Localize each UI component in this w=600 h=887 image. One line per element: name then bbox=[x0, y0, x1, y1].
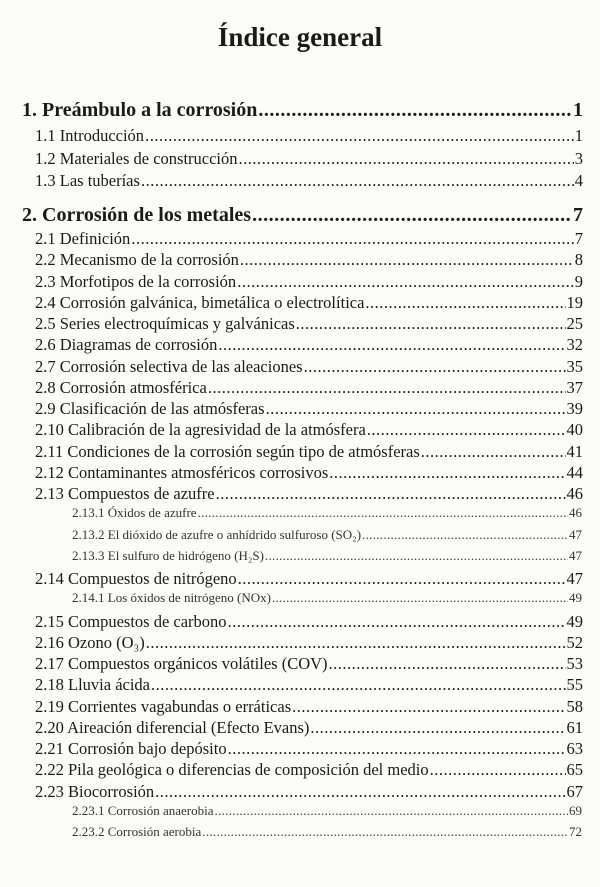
page-number: 58 bbox=[566, 696, 583, 716]
toc-subentry bbox=[72, 505, 582, 521]
dot-leader bbox=[215, 803, 568, 819]
entry-title: 2.8 Corrosión atmosférica bbox=[35, 377, 207, 397]
page-number: 53 bbox=[566, 654, 583, 673]
page-number: 1 bbox=[574, 126, 583, 145]
toc-entry bbox=[35, 229, 583, 249]
toc-entry bbox=[35, 420, 583, 440]
page-number: 67 bbox=[566, 781, 583, 801]
page-number: 25 bbox=[566, 314, 583, 333]
entry-title: 2.13.2 El dióxido de azufre o anhídrido sulfuroso (SO₂) bbox=[72, 526, 362, 542]
entry-title: 2.14.1 Los óxidos de nitrógeno (NOx) bbox=[72, 590, 271, 606]
toc-entry bbox=[35, 760, 583, 780]
dot-leader bbox=[430, 760, 566, 780]
dot-leader bbox=[421, 442, 566, 462]
dot-leader bbox=[202, 824, 568, 840]
page-number: 46 bbox=[569, 505, 582, 521]
dot-leader bbox=[329, 463, 565, 483]
entry-title: 2.13.1 Óxidos de azufre bbox=[72, 505, 197, 521]
page-number: 40 bbox=[566, 420, 583, 440]
page-number: 44 bbox=[566, 462, 583, 482]
page-number: 35 bbox=[566, 356, 583, 376]
dot-leader bbox=[266, 399, 566, 419]
page-number: 49 bbox=[566, 611, 583, 631]
dot-leader bbox=[296, 314, 566, 334]
dot-leader bbox=[367, 420, 566, 440]
entry-title: 2.1 Definición bbox=[35, 229, 131, 248]
dot-leader bbox=[292, 697, 565, 717]
dot-leader bbox=[238, 569, 566, 589]
entry-title: 2.15 Compuestos de carbono bbox=[35, 611, 227, 631]
toc-entry bbox=[35, 484, 583, 504]
dot-leader bbox=[155, 782, 565, 802]
page-number: 69 bbox=[569, 802, 582, 818]
entry-title: 2.2 Mecanismo de la corrosión bbox=[35, 250, 239, 270]
entry-title: 2.22 Pila geológica o diferencias de composición del medio bbox=[35, 760, 429, 780]
page-title: Índice general bbox=[217, 22, 383, 52]
toc-subentry bbox=[72, 590, 582, 606]
toc-entry bbox=[35, 171, 583, 191]
entry-title: 2.9 Clasificación de las atmósferas bbox=[35, 399, 265, 418]
entry-title: 2.14 Compuestos de nitrógeno bbox=[35, 569, 237, 588]
entry-title: 2.4 Corrosión galvánica, bimetálica o electrolítica bbox=[35, 292, 365, 312]
page-number: 55 bbox=[566, 675, 583, 695]
page-number: 52 bbox=[566, 632, 583, 652]
toc-subentry bbox=[72, 803, 582, 819]
page-number: 72 bbox=[569, 824, 582, 839]
toc-entry bbox=[35, 633, 583, 653]
page-number: 3 bbox=[574, 148, 583, 168]
dot-leader bbox=[329, 654, 566, 674]
entry-title: 1.2 Materiales de construcción bbox=[35, 148, 238, 168]
entry-title: 2.16 Ozono (O₃) bbox=[35, 632, 145, 652]
page-number: 32 bbox=[566, 335, 583, 355]
page-number: 61 bbox=[566, 717, 583, 737]
entry-title: 2.11 Condiciones de la corrosión según tipo de atmósferas bbox=[35, 441, 420, 461]
toc-chapter bbox=[22, 204, 583, 227]
toc-entry bbox=[35, 357, 583, 377]
entry-title: 2.20 Aireación diferencial (Efecto Evans) bbox=[35, 717, 310, 737]
dot-leader bbox=[362, 527, 568, 543]
toc-entry bbox=[35, 399, 583, 419]
page-number: 7 bbox=[574, 229, 583, 248]
entry-title: 1. Preámbulo a la corrosión bbox=[22, 99, 258, 121]
toc-entry bbox=[35, 739, 583, 759]
entry-title: 2.13 Compuestos de azufre bbox=[35, 484, 215, 503]
toc-entry bbox=[35, 272, 583, 292]
page-number: 8 bbox=[574, 250, 583, 270]
page-number: 49 bbox=[569, 590, 582, 606]
toc-entry bbox=[35, 675, 583, 695]
toc-subentry bbox=[72, 548, 582, 564]
dot-leader bbox=[141, 171, 574, 191]
dot-leader bbox=[198, 505, 568, 521]
entry-title: 2.23.2 Corrosión aerobia bbox=[72, 824, 202, 839]
page-number: 63 bbox=[566, 739, 583, 758]
page-number: 19 bbox=[566, 292, 583, 312]
toc-entry bbox=[35, 569, 583, 589]
toc-entry bbox=[35, 126, 583, 146]
entry-title: 2.23.1 Corrosión anaerobia bbox=[72, 802, 214, 818]
page-number: 7 bbox=[573, 204, 583, 226]
toc-entry bbox=[35, 314, 583, 334]
toc-entry bbox=[35, 442, 583, 462]
entry-title: 2.3 Morfotipos de la corrosión bbox=[35, 271, 237, 291]
toc-entry bbox=[35, 335, 583, 355]
page-number: 1 bbox=[573, 99, 583, 121]
toc-subentry bbox=[72, 527, 582, 543]
dot-leader bbox=[216, 484, 566, 504]
dot-leader bbox=[237, 272, 574, 292]
page-number: 41 bbox=[566, 441, 583, 461]
dot-leader bbox=[310, 718, 565, 738]
page-number: 47 bbox=[569, 526, 582, 542]
dot-leader bbox=[131, 229, 573, 249]
dot-leader bbox=[151, 675, 565, 695]
page-number: 47 bbox=[569, 547, 582, 563]
dot-leader bbox=[145, 126, 574, 146]
dot-leader bbox=[258, 99, 572, 122]
dot-leader bbox=[228, 612, 566, 632]
entry-title: 1.1 Introducción bbox=[35, 126, 145, 145]
entry-title: 2.6 Diagramas de corrosión bbox=[35, 335, 218, 355]
toc-subentry bbox=[72, 824, 582, 840]
toc-entry bbox=[35, 149, 583, 169]
dot-leader bbox=[252, 204, 572, 227]
dot-leader bbox=[228, 739, 566, 759]
entry-title: 2.19 Corrientes vagabundas o erráticas bbox=[35, 696, 292, 716]
toc-entry bbox=[35, 250, 583, 270]
dot-leader bbox=[146, 633, 566, 653]
entry-title: 2.18 Lluvia ácida bbox=[35, 675, 151, 695]
toc-entry bbox=[35, 654, 583, 674]
toc-entry bbox=[35, 293, 583, 313]
entry-title: 2.13.3 El sulfuro de hidrógeno (H₂S) bbox=[72, 547, 264, 563]
entry-title: 2.5 Series electroquímicas y galvánicas bbox=[35, 314, 295, 333]
page-number: 46 bbox=[566, 484, 583, 503]
toc-entry bbox=[35, 612, 583, 632]
dot-leader bbox=[208, 378, 566, 398]
entry-title: 2.21 Corrosión bajo depósito bbox=[35, 739, 227, 758]
page-number: 37 bbox=[566, 377, 583, 397]
dot-leader bbox=[265, 548, 568, 564]
toc-chapter bbox=[22, 99, 583, 122]
toc-entry bbox=[35, 463, 583, 483]
page-number: 65 bbox=[566, 760, 583, 780]
toc-entry bbox=[35, 697, 583, 717]
toc-entry bbox=[35, 378, 583, 398]
dot-leader bbox=[272, 590, 568, 606]
page-number: 39 bbox=[566, 399, 583, 418]
dot-leader bbox=[240, 250, 574, 270]
page-number: 4 bbox=[574, 171, 583, 190]
toc-entry bbox=[35, 782, 583, 802]
dot-leader bbox=[218, 335, 565, 355]
dot-leader bbox=[365, 293, 565, 313]
dot-leader bbox=[239, 149, 574, 169]
dot-leader bbox=[304, 357, 566, 377]
page-number: 9 bbox=[574, 271, 583, 291]
entry-title: 1.3 Las tuberías bbox=[35, 171, 140, 190]
toc-entry bbox=[35, 718, 583, 738]
entry-title: 2.12 Contaminantes atmosféricos corrosivos bbox=[35, 462, 329, 482]
entry-title: 2.23 Biocorrosión bbox=[35, 781, 155, 801]
entry-title: 2.17 Compuestos orgánicos volátiles (COV) bbox=[35, 654, 328, 673]
entry-title: 2.10 Calibración de la agresividad de la atmósfera bbox=[35, 420, 366, 440]
entry-title: 2. Corrosión de los metales bbox=[22, 204, 252, 226]
entry-title: 2.7 Corrosión selectiva de las aleaciones bbox=[35, 356, 303, 376]
page-number: 47 bbox=[566, 569, 583, 588]
